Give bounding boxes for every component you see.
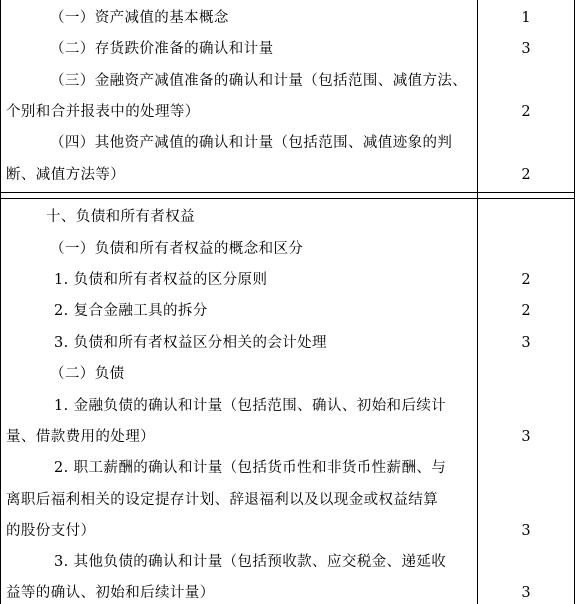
row-line: 3. 其他负债的确认和计量（包括预收款、应交税金、递延收: [54, 554, 447, 570]
row-count: 2: [521, 303, 531, 319]
row-count: 3: [521, 335, 531, 351]
row-line: 3. 负债和所有者权益区分相关的会计处理: [54, 335, 327, 351]
row-count: 3: [521, 585, 531, 601]
row-line: 益等的确认、初始和后续计量）: [6, 585, 215, 601]
section-divider-second: [0, 198, 575, 199]
row-count: 2: [521, 167, 531, 183]
row-count: 3: [521, 523, 531, 539]
row-count: 3: [521, 429, 531, 445]
row-count: 2: [521, 272, 531, 288]
row-line: （三）金融资产减值准备的确认和计量（包括范围、减值方法、: [50, 73, 468, 89]
section-heading: 十、负债和所有者权益: [46, 209, 195, 225]
row-count: 3: [521, 41, 531, 57]
subsection-heading: （一）负债和所有者权益的概念和区分: [50, 241, 304, 257]
row-line: 断、减值方法等）: [6, 167, 126, 183]
row-line: 1. 负债和所有者权益的区分原则: [54, 272, 268, 288]
row-line: 个别和合并报表中的处理等）: [6, 104, 200, 120]
subsection-heading: （二）负债: [50, 366, 125, 382]
row-line: 2. 职工薪酬的确认和计量（包括货币性和非货币性薪酬、与: [54, 460, 447, 476]
row-line: （四）其他资产减值的确认和计量（包括范围、减值迹象的判: [50, 135, 453, 151]
table-left-border: [0, 0, 1, 604]
row-line: 量、借款费用的处理）: [6, 429, 155, 445]
row-line: 的股份支付）: [6, 523, 96, 539]
row-line: （二）存货跌价准备的确认和计量: [50, 41, 274, 57]
row-line: 离职后福利相关的设定提存计划、辞退福利以及以现金或权益结算: [6, 492, 439, 508]
row-count: 2: [521, 104, 531, 120]
row-line: 1. 金融负债的确认和计量（包括范围、确认、初始和后续计: [54, 398, 447, 414]
section-divider: [0, 192, 575, 193]
row-count: 1: [521, 10, 531, 26]
row-line: （一）资产减值的基本概念: [50, 10, 229, 26]
row-line: 2. 复合金融工具的拆分: [54, 303, 208, 319]
